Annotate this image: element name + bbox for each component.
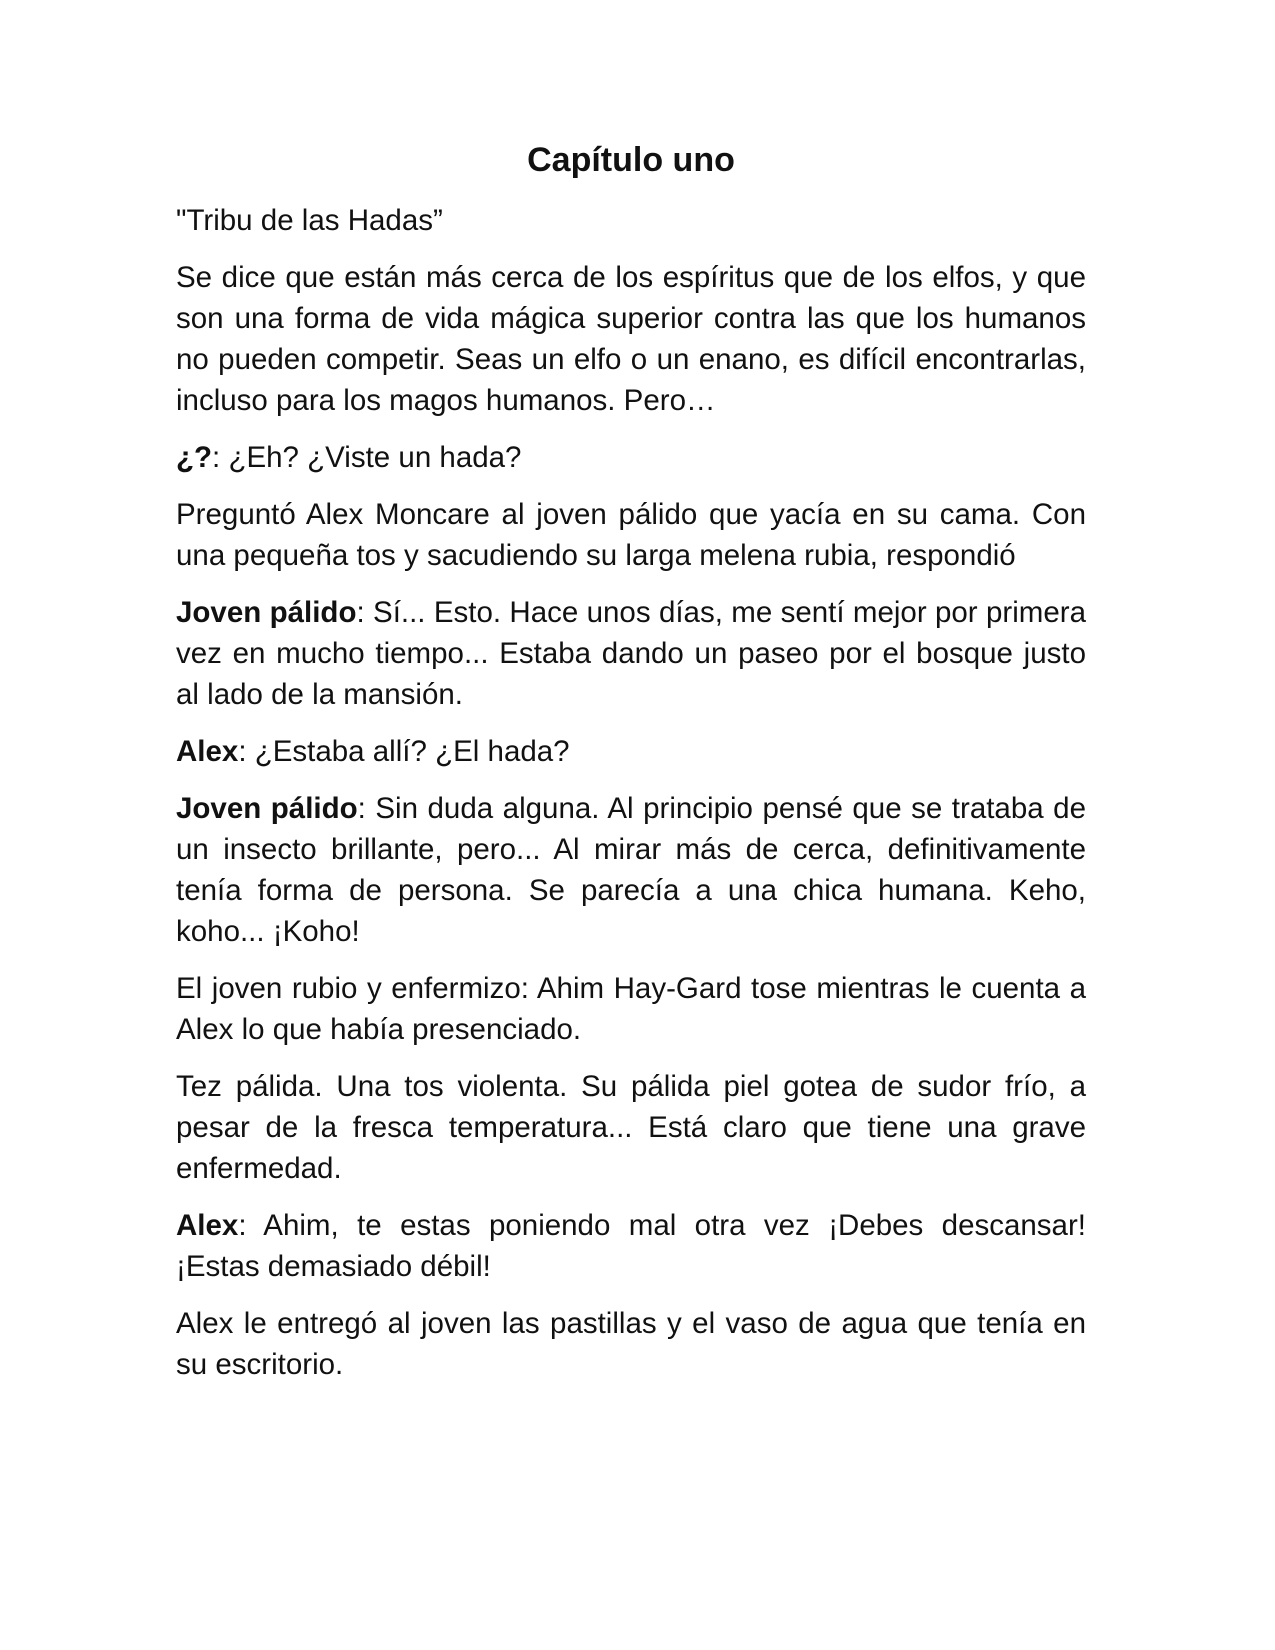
paragraph-intro: Se dice que están más cerca de los espíritus que de los elfos, y que son una forma de vida mágica superior contra las que los humanos no pueden competir. Seas un elfo o un enano, es difícil encontrarlas, incluso para los magos humanos. Pero… xyxy=(176,261,1086,417)
dialogue-line xyxy=(176,592,1086,715)
dialogue-text: : Ahim, te estas poniendo mal otra vez ¡Debes descansar! ¡Estas demasiado débil! xyxy=(176,1209,1086,1283)
dialogue-line xyxy=(176,731,1086,772)
dialogue-line xyxy=(176,1205,1086,1287)
speaker-name: Alex xyxy=(176,735,239,768)
speaker-name: ¿? xyxy=(176,441,213,474)
dialogue-text: : Sin duda alguna. Al principio pensé que se trataba de un insecto brillante, pero... Al mirar más de cerca, definitivamente tenía forma de persona. Se parecía a una chica humana. Keho, koho... ¡Koho! xyxy=(176,792,1086,948)
speaker-name: Joven pálido xyxy=(176,792,358,825)
paragraph: El joven rubio y enfermizo: Ahim Hay-Gard tose mientras le cuenta a Alex lo que había presenciado. xyxy=(176,972,1086,1046)
speaker-name: Joven pálido xyxy=(176,596,357,629)
chapter-subtitle: "Tribu de las Hadas” xyxy=(176,204,443,237)
paragraph: Tez pálida. Una tos violenta. Su pálida piel gotea de sudor frío, a pesar de la fresca temperatura... Está claro que tiene una grave enfermedad. xyxy=(176,1070,1086,1185)
paragraph: Alex le entregó al joven las pastillas y el vaso de agua que tenía en su escritorio. xyxy=(176,1307,1086,1381)
dialogue-text: : Sí... Esto. Hace unos días, me sentí mejor por primera vez en mucho tiempo... Estaba dando un paseo por el bosque justo al lado de la mansión. xyxy=(176,596,1086,711)
dialogue-text: : ¿Eh? ¿Viste un hada? xyxy=(212,441,522,474)
speaker-name: Alex xyxy=(176,1209,239,1242)
dialogue-line xyxy=(176,437,1086,478)
paragraph: Preguntó Alex Moncare al joven pálido que yacía en su cama. Con una pequeña tos y sacudiendo su larga melena rubia, respondió xyxy=(176,498,1086,572)
dialogue-text: : ¿Estaba allí? ¿El hada? xyxy=(238,735,570,768)
document-page xyxy=(176,140,1086,1401)
dialogue-line xyxy=(176,788,1086,952)
chapter-title: Capítulo uno xyxy=(527,141,735,179)
